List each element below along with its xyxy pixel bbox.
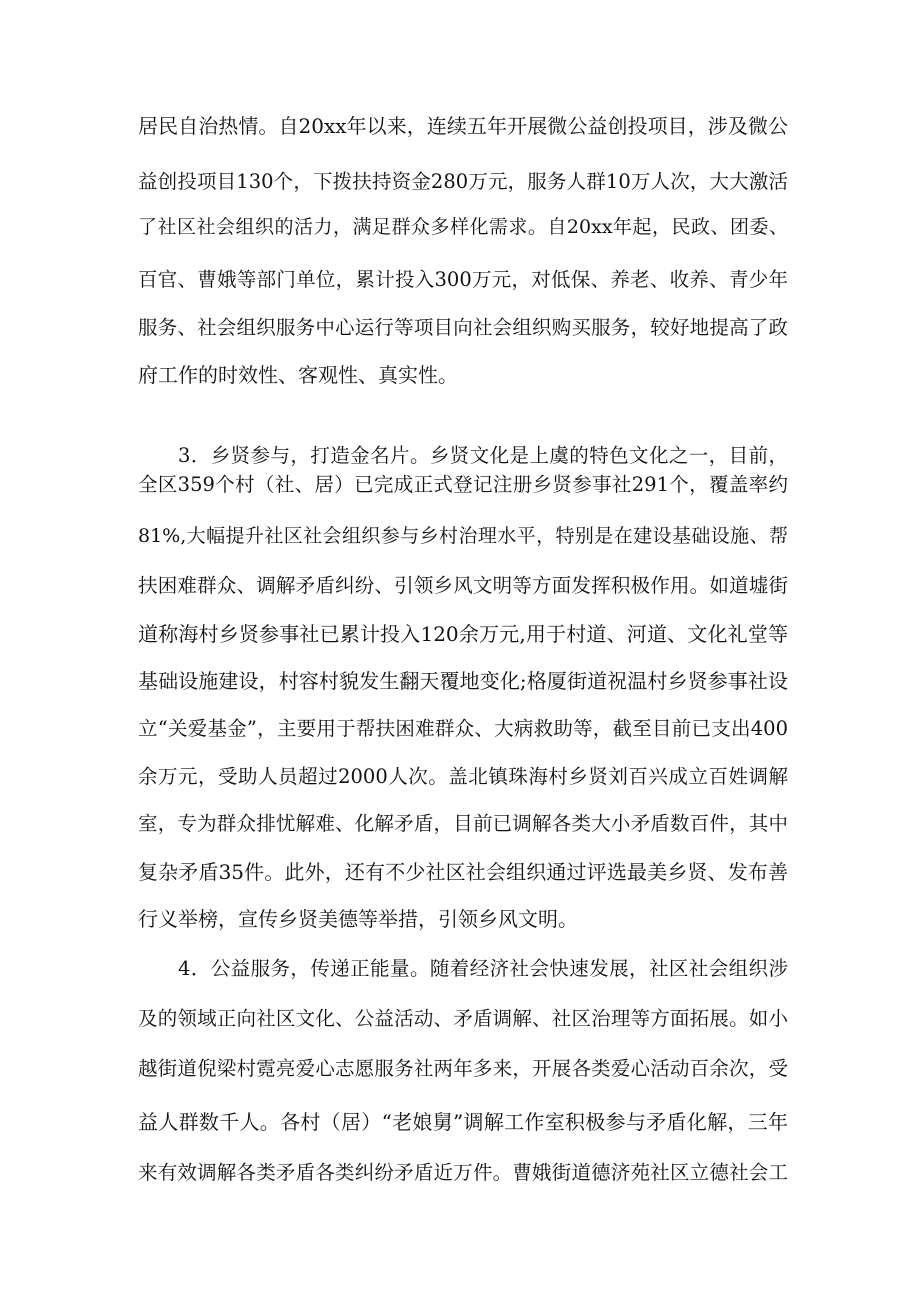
paragraph-2-line-1: 3．乡贤参与，打造金名片。乡贤文化是上虞的特色文化之一，目前，: [178, 444, 788, 467]
paragraph-1-line-5: 服务、社会组织服务中心运行等项目向社会组织购买服务，较好地提高了政: [138, 316, 788, 339]
paragraph-3-line-5: 来有效调解各类矛盾各类纠纷矛盾近万件。曹娥街道德济苑社区立德社会工: [138, 1161, 788, 1184]
paragraph-1-line-6: 府工作的时效性、客观性、真实性。: [138, 363, 458, 387]
paragraph-3-line-4: 益人群数千人。各村（居）“老娘舅”调解工作室积极参与矛盾化解，三年: [138, 1110, 788, 1134]
paragraph-2-line-7: 立“关爱基金”，主要用于帮扶困难群众、大病救助等，截至目前已支出400: [138, 717, 788, 740]
paragraph-2-line-6: 基础设施建设，村容村貌发生翻天覆地变化;格厦街道祝温村乡贤参事社设: [138, 669, 788, 693]
paragraph-3-line-1: 4．公益服务，传递正能量。随着经济社会快速发展，社区社会组织涉: [178, 957, 788, 980]
paragraph-2-line-10: 复杂矛盾35件。此外，还有不少社区社会组织通过评选最美乡贤、发布善: [138, 860, 788, 884]
paragraph-3-line-3: 越街道倪梁村霓亮爱心志愿服务社两年多来，开展各类爱心活动百余次，受: [138, 1057, 788, 1080]
paragraph-2-line-8: 余万元，受助人员超过2000人次。盖北镇珠海村乡贤刘百兴成立百姓调解: [138, 765, 788, 788]
paragraph-2-line-11: 行义举榜，宣传乡贤美德等举措，引领乡风文明。: [138, 907, 578, 931]
paragraph-1-line-3: 了社区社会组织的活力，满足群众多样化需求。自20xx年起，民政、团委、: [138, 216, 788, 238]
paragraph-2-line-5: 道称海村乡贤参事社已累计投入120余万元,用于村道、河道、文化礼堂等: [138, 622, 788, 646]
paragraph-2-line-3: 81%,大幅提升社区社会组织参与乡村治理水平，特别是在建设基础设施、帮: [138, 525, 788, 547]
paragraph-1-line-4: 百官、曹娥等部门单位，累计投入300万元，对低保、养老、收养、青少年: [138, 268, 788, 291]
paragraph-1-line-2: 益创投项目130个，下拨扶持资金280万元，服务人群10万人次，大大激活: [138, 170, 788, 193]
paragraph-2-line-9: 室，专为群众排忧解难、化解矛盾，目前已调解各类大小矛盾数百件，其中: [138, 812, 788, 835]
paragraph-1-line-1: 居民自治热情。自20xx年以来，连续五年开展微公益创投项目，涉及微公: [138, 114, 788, 138]
paragraph-2-line-4: 扶困难群众、调解矛盾纠纷、引领乡风文明等方面发挥积极作用。如道墟街: [138, 574, 788, 597]
paragraph-3-line-2: 及的领域正向社区文化、公益活动、矛盾调解、社区治理等方面拓展。如小: [138, 1007, 788, 1030]
paragraph-2-line-2: 全区359个村（社、居）已完成正式登记注册乡贤参事社291个，覆盖率约: [138, 473, 788, 496]
